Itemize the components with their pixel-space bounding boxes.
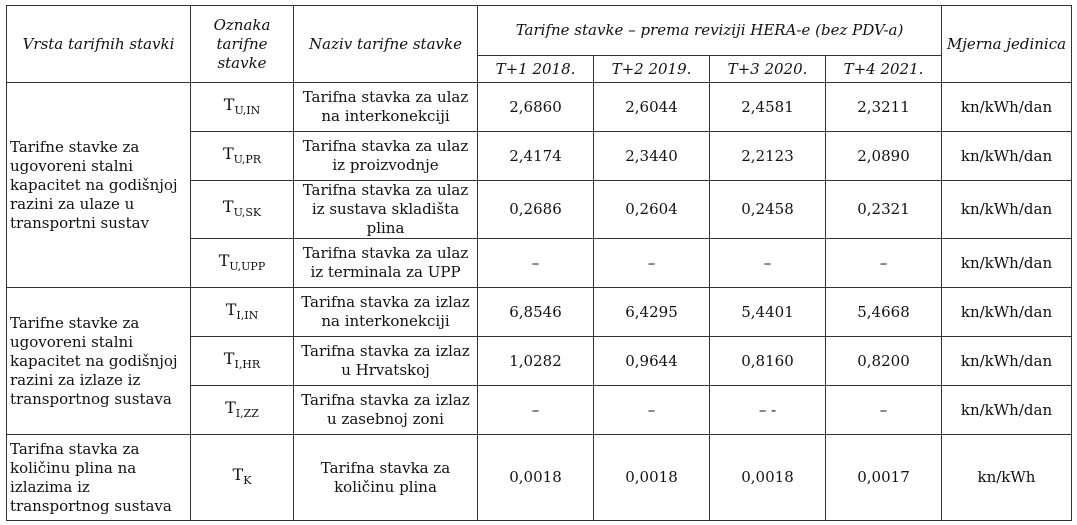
header-year: T+2 2019. <box>594 56 710 83</box>
tariff-name: Tarifna stavka za izlaz u zasebnoj zoni <box>294 386 478 435</box>
unit-value: kn/kWh/dan <box>942 239 1072 288</box>
rate-value: – <box>594 239 710 288</box>
tariff-symbol: $T_{I,HR}$ <box>191 337 294 386</box>
tariff-name: Tarifna stavka za ulaz iz terminala za UPP <box>294 239 478 288</box>
table-row <box>7 288 1072 337</box>
unit-value: kn/kWh/dan <box>942 288 1072 337</box>
header-year: T+3 2020. <box>710 56 826 83</box>
rate-value: 2,6044 <box>594 83 710 132</box>
rate-value: 0,2604 <box>594 181 710 239</box>
unit-value: kn/kWh/dan <box>942 132 1072 181</box>
tariff-symbol: $T_{U,UPP}$ <box>191 239 294 288</box>
rate-value: – <box>710 239 826 288</box>
unit-value: kn/kWh <box>942 435 1072 521</box>
tariff-name: Tarifna stavka za ulaz na interkonekciji <box>294 83 478 132</box>
tariff-name: Tarifna stavka za ulaz iz sustava skladišta plina <box>294 181 478 239</box>
tariff-name: Tarifna stavka za ulaz iz proizvodnje <box>294 132 478 181</box>
rate-value: 2,3211 <box>826 83 942 132</box>
rate-value: – <box>826 239 942 288</box>
rate-value: 2,6860 <box>478 83 594 132</box>
rate-value: 2,4581 <box>710 83 826 132</box>
rate-value: 0,0018 <box>478 435 594 521</box>
rate-value: 2,2123 <box>710 132 826 181</box>
unit-value: kn/kWh/dan <box>942 83 1072 132</box>
table-row <box>7 83 1072 132</box>
unit-value: kn/kWh/dan <box>942 181 1072 239</box>
rate-value: 0,2321 <box>826 181 942 239</box>
tariff-name: Tarifna stavka za izlaz u Hrvatskoj <box>294 337 478 386</box>
header-tariff-code: Oznaka tarifne stavke <box>191 6 294 83</box>
group-label: Tarifna stavka za količinu plina na izlazima iz transportnog sustava <box>7 435 191 521</box>
tariff-name: Tarifna stavka za količinu plina <box>294 435 478 521</box>
rate-value: 6,8546 <box>478 288 594 337</box>
rate-value: 2,0890 <box>826 132 942 181</box>
rate-value: 0,0017 <box>826 435 942 521</box>
header-tariff-type: Vrsta tarifnih stavki <box>7 6 191 83</box>
tariff-symbol: $T_{U,IN}$ <box>191 83 294 132</box>
rate-value: – <box>826 386 942 435</box>
group-label: Tarifne stavke za ugovoreni stalni kapacitet na godišnjoj razini za ulaze u transportni sustav <box>7 83 191 288</box>
rate-value: 0,9644 <box>594 337 710 386</box>
rate-value: 0,0018 <box>710 435 826 521</box>
rate-value: – - <box>710 386 826 435</box>
tariff-name: Tarifna stavka za izlaz na interkonekciji <box>294 288 478 337</box>
rate-value: 5,4668 <box>826 288 942 337</box>
header-year: T+1 2018. <box>478 56 594 83</box>
tariff-symbol: $T_{I,ZZ}$ <box>191 386 294 435</box>
tariff-symbol: $T_{I,IN}$ <box>191 288 294 337</box>
tariff-symbol: $T_K$ <box>191 435 294 521</box>
unit-value: kn/kWh/dan <box>942 386 1072 435</box>
rate-value: 2,3440 <box>594 132 710 181</box>
header-rates-title: Tarifne stavke – prema reviziji HERA-e (bez PDV-a) <box>478 6 942 56</box>
tariff-symbol: $T_{U,SK}$ <box>191 181 294 239</box>
tariff-table <box>6 5 1072 521</box>
rate-value: – <box>594 386 710 435</box>
group-label: Tarifne stavke za ugovoreni stalni kapacitet na godišnjoj razini za izlaze iz transportnog sustava <box>7 288 191 435</box>
rate-value: – <box>478 386 594 435</box>
unit-value: kn/kWh/dan <box>942 337 1072 386</box>
rate-value: 0,0018 <box>594 435 710 521</box>
header-year: T+4 2021. <box>826 56 942 83</box>
rate-value: 6,4295 <box>594 288 710 337</box>
rate-value: 0,2686 <box>478 181 594 239</box>
rate-value: 0,2458 <box>710 181 826 239</box>
rate-value: 0,8200 <box>826 337 942 386</box>
rate-value: 1,0282 <box>478 337 594 386</box>
header-unit: Mjerna jedinica <box>942 6 1072 83</box>
header-tariff-name: Naziv tarifne stavke <box>294 6 478 83</box>
rate-value: – <box>478 239 594 288</box>
document-page <box>6 5 1072 521</box>
tariff-symbol: $T_{U,PR}$ <box>191 132 294 181</box>
rate-value: 0,8160 <box>710 337 826 386</box>
rate-value: 5,4401 <box>710 288 826 337</box>
rate-value: 2,4174 <box>478 132 594 181</box>
table-row <box>7 435 1072 521</box>
